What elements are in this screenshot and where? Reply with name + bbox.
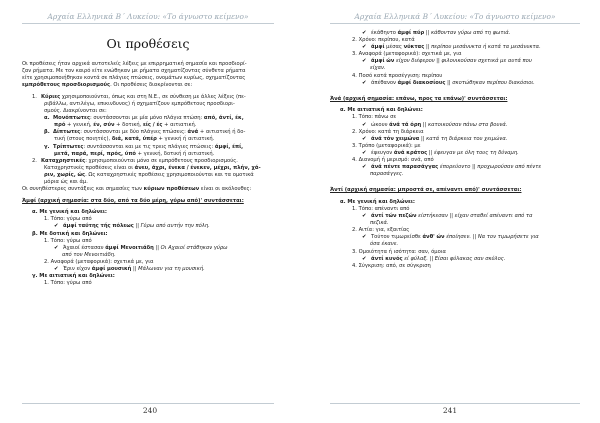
case-heading: α. Με γενική και δηλώνει: — [340, 198, 415, 205]
example-line: ✔ άμφί ταύτης τής πόλεως || Γύρω από αυτήν την πόλη. — [54, 223, 210, 230]
example-line: ✔ άμφί μέσας νύκτας || περίπου μεσάνυκτα ή κατά τα μεσάνυκτα. — [362, 44, 541, 51]
check-icon: ✔ — [362, 149, 367, 156]
meaning-item: 4. Σύγκριση: από, σε σύγκριση — [352, 262, 431, 269]
kind-triptotes-cont: μετά, παρά, περί, πρός, ύπό + γενική, δοτική ή αιτιατική. — [54, 150, 215, 157]
kind-main-cont: ριβάλλω, αντιλέγω, επικινδυνος) ή σχηματίζουν εμπρόθετους προσδιορι- — [44, 100, 235, 107]
footer-rule — [22, 403, 274, 404]
intro-line: εμπρόθετους προσδιορισμούς. Οι προθέσεις διακρίνονται σε: — [22, 82, 193, 89]
kind-improper-cont: μόρια ώς και άμ. — [44, 179, 88, 185]
example-line: ✔ άπέθανον άμφί διακοσίους || σκοτώθηκαν περίπου διακόσιοι. — [362, 79, 535, 86]
check-icon: ✔ — [362, 44, 367, 51]
meaning-item: 2. Χρόνο: περίπου, κατά — [352, 37, 415, 44]
page-number-left: 240 — [142, 406, 158, 415]
check-icon: ✔ — [362, 121, 367, 128]
check-icon: ✔ — [362, 30, 367, 36]
example-line: ✔ Έριν είχον άμφί μουσική || Μάλωναν για τη μουσική. — [54, 266, 205, 273]
kind-improper-cont: Καταχρηστικές προθέσεις είναι οι άνευ, άχρι, ένεκα / ένεκεν, μέχρι, πλήν, χά- — [44, 164, 261, 171]
meaning-item: 1. Τόπο: απέναντι από — [352, 205, 410, 212]
running-header-right: Αρχαία Ελληνικά Β΄ Λυκείου: «Το άγνωστο κείμενο» — [330, 0, 580, 24]
example-line-cont: από τον Μενοιτιάδη. — [62, 251, 116, 258]
meaning-item: 2. Χρόνο: κατά τη διάρκεια — [352, 128, 424, 135]
example-line: ✔ άμφί ών είχον διέφερον || φιλονικούσαν σχετικά με αυτά που — [362, 58, 532, 65]
page-number-right: 241 — [442, 406, 458, 415]
kind-monoptotes: α. Μονόπτωτες: συντάσσονται με μία μόνο πλάγια πτώση: από, άντί, έκ, — [44, 115, 244, 122]
check-icon: ✔ — [54, 223, 59, 230]
example-line-cont: όσα έκανε. — [370, 241, 399, 248]
check-icon: ✔ — [362, 58, 367, 65]
case-heading: β. Με δοτική και δηλώνει: — [32, 230, 108, 237]
meaning-item: 3. Τρόπο (μεταφορικά): με — [352, 142, 421, 149]
example-line: ✔ έκάθηντο άμφί πύρ || κάθονταν γύρω από τη φωτιά. — [362, 30, 511, 36]
example-line-cont: πεζικά. — [370, 220, 389, 227]
check-icon: ✔ — [54, 266, 59, 273]
example-line: ✔ άντί τών πεζών είστήκεσαν || είχαν σταθεί απέναντι από τα — [362, 213, 533, 220]
meaning-item: 1. Τόπο: γύρω από — [44, 216, 92, 223]
section-heading-amfi: Άμφί (αρχική σημασία: στα δύο, από τα δύο μέρη, γύρω από)' συντάσσεται: — [22, 197, 244, 204]
example-line: ✔ ώκουν άνά τά όρη || κατοικούσαν πάνω στα βουνά. — [362, 121, 508, 128]
kind-diptotes-cont: τική (στους ποιητές), διά, κατά, ύπέρ + γενική ή αιτιατική. — [54, 136, 215, 143]
kind-improper-cont: ριν, χωρίς, ώς. Ως καταχρηστικές προθέσεις χρησιμοποιούνται και τα ομοτικά — [44, 171, 254, 178]
meaning-item: 1. Τόπο: γύρω από — [44, 237, 92, 244]
meaning-item: 3. Αναφορά (μεταφορικά): σχετικά με, για — [352, 51, 462, 58]
check-icon: ✔ — [54, 244, 59, 251]
chapter-title: Οι προθέσεις — [106, 36, 190, 51]
example-line: ✔ άνά πέντε παρασάγγας έπορεύοντο || προχωρούσαν από πέντε — [362, 164, 542, 171]
example-line-cont: παρασάγγες. — [370, 171, 404, 178]
case-heading: α. Με γενική και δηλώνει: — [32, 209, 107, 216]
example-line: ✔ έφευγον άνά κράτος || έφευγαν με όλη τους τη δύναμη. — [362, 149, 519, 156]
kind-main-cont: σμούς. Διακρίνονται σε: — [44, 108, 107, 115]
case-heading: γ. Με αιτιατική και δηλώνει: — [32, 273, 115, 280]
section-heading-ana: Άνά (αρχική σημασία: επάνω, προς τα επάνω)' συντάσσεται: — [330, 95, 508, 102]
footer-rule — [330, 403, 580, 404]
check-icon: ✔ — [362, 135, 367, 142]
kind-improper: 2. Καταχρηστικές: χρησιμοποιούνται μόνο σε εμπρόθετους προσδιορισμούς. — [32, 157, 238, 164]
check-icon: ✔ — [362, 213, 367, 220]
check-icon: ✔ — [362, 164, 367, 171]
check-icon: ✔ — [362, 255, 367, 262]
kind-main: 1. Κύριες χρησιμοποιούνται, όπως και στη Ν.Ε., σε σύνθεση με άλλες λέξεις (πε- — [32, 93, 246, 100]
right-page — [300, 0, 600, 423]
check-icon: ✔ — [362, 234, 367, 241]
meaning-item: 4. Ποσό κατά προσέγγιση: περίπου — [352, 72, 443, 79]
meaning-item: 1. Τόπο: πάνω σε — [352, 114, 397, 121]
meaning-item: 2. Αναφορά (μεταφορικά): σχετικά με, για — [44, 258, 154, 265]
meaning-item: 1. Τόπο: γύρω από — [44, 280, 92, 287]
kind-diptotes: β. Δίπτωτες: συντάσσονται με δύο πλάγιες πτώσεις: άνά + αιτιατική ή δο- — [44, 129, 246, 136]
meaning-item: 4. Διανομή ή μερισμό: ανά, από — [352, 157, 434, 163]
kind-monoptotes-cont: πρό + γενική, έν, σύν + δοτική, είς / ές + αιτιατική. — [54, 122, 197, 129]
meaning-item: 3. Ομοιότητα ή ισότητα: σαν, όμοια — [352, 248, 446, 255]
example-line: ✔ Άχαιοί έστασαν άμφί Μενοιτιάδη || Οι Αχαιοί στάθηκαν γύρω — [54, 244, 228, 251]
example-line: ✔ άντί κυνός εί φύλαξ. || Είσαι φύλακας σαν σκύλος. — [362, 255, 506, 262]
running-header-left: Αρχαία Ελληνικά Β΄ Λυκείου: «Το άγνωστο κείμενο» — [22, 0, 274, 24]
case-heading: α. Με αιτιατική και δηλώνει: — [340, 107, 423, 114]
intro-line: είτε χρησιμοποιήθηκαν κοντά σε πλάγιες πτώσεις, ονομάτων κυρίως, σχηματίζοντας — [22, 75, 246, 82]
kind-triptotes: γ. Τρίπτωτες: συντάσσονται και με τις τρεις πλάγιες πτώσεις: άμφί, έπί, — [44, 143, 244, 150]
section-heading-anti: Άντί (αρχική σημασία: μπροστά σε, απέναντι από)' συντάσσεται: — [330, 187, 522, 194]
example-line-cont: είχαν. — [370, 65, 386, 72]
example-line: ✔ Τούτον τιμωρείσθε άνθ' ών έποίησεν. || Να τον τιμωρήσετε για — [362, 234, 539, 241]
summary-line: Οι συνηθέστερες συντάξεις και σημασίες των κύριων προθέσεων είναι οι ακόλουθες: — [22, 186, 252, 193]
intro-line: Οι προθέσεις ήταν αρχικά αυτοτελείς λέξεις με επιρρηματική σημασία και προσδιορί- — [22, 61, 247, 67]
intro-line: ζαν ρήματα. Με τον καιρό είτε ενώθηκαν με ρήματα σχηματίζοντας σύνθετα ρήματα — [22, 68, 246, 75]
example-line: ✔ άνά τόν χειμώνα || κατά τη διάρκεια του χειμώνα. — [362, 135, 508, 142]
meaning-item: 2. Αιτία: για, εξαιτίας — [352, 227, 410, 234]
check-icon: ✔ — [362, 79, 367, 86]
